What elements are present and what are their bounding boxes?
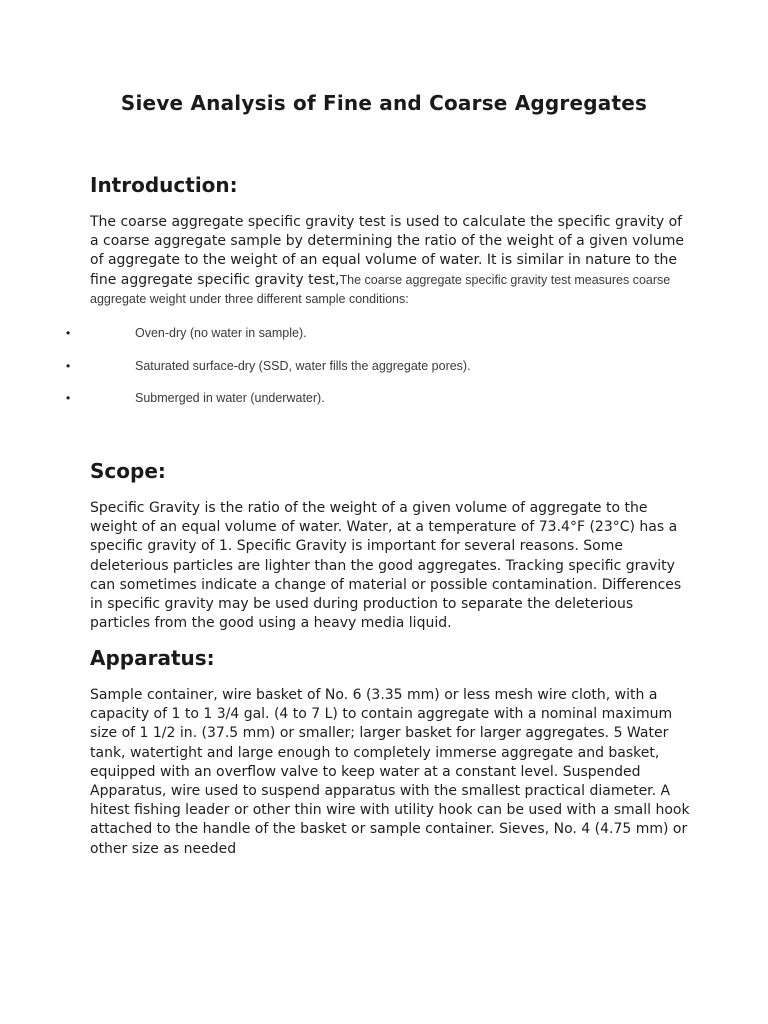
scope-heading: Scope: xyxy=(90,459,166,483)
bullet-text: Oven-dry (no water in sample). xyxy=(135,326,307,340)
bullet-icon: • xyxy=(66,391,71,405)
document-title: Sieve Analysis of Fine and Coarse Aggregates xyxy=(120,91,648,115)
introduction-heading: Introduction: xyxy=(90,173,238,197)
bullet-text: Submerged in water (underwater). xyxy=(135,391,325,405)
bullet-text: Saturated surface-dry (SSD, water fills the aggregate pores). xyxy=(135,358,471,373)
apparatus-paragraph: Sample container, wire basket of No. 6 (3.35 mm) or less mesh wire cloth, with a capacity of 1 to 1 3/4 gal. (4 to 7 L) to contain aggregate with a nominal maximum size of 1 1/2 in. (37.5 mm) or smaller; larger basket for larger aggregates. 5 Water tank, watertight and large enough to completely immerse aggregate and basket, equipped with an overflow valve to keep water at a constant level. Suspended Apparatus, wire used to suspend apparatus with the smallest practical diameter. A hitest fishing leader or other thin wire with utility hook can be used with a small hook attached to the handle of the basket or sample container. Sieves, No. 4 (4.75 mm) or other size as needed xyxy=(90,687,690,857)
introduction-paragraph-small: The coarse aggregate specific gravity test measures coarse aggregate weight under three different sample conditions: xyxy=(90,272,671,306)
scope-paragraph: Specific Gravity is the ratio of the weight of a given volume of aggregate to the weight of an equal volume of water. Water, at a temperature of 73.4°F (23°C) has a specific gravity of 1. Specific Gravity is important for several reasons. Some deleterious particles are lighter than the good aggregates. Tracking specific gravity can sometimes indicate a change of material or possible contamination. Differences in specific gravity may be used during production to separate the deleterious particles from the good using a heavy media liquid. xyxy=(90,500,682,632)
bullet-icon: • xyxy=(66,358,71,373)
introduction-paragraph xyxy=(90,213,690,309)
apparatus-heading: Apparatus: xyxy=(90,646,215,670)
introduction-paragraph-main: The coarse aggregate specific gravity test is used to calculate the specific gravity of a coarse aggregate sample by determining the ratio of the weight of a given volume of aggregate to the weight of an equal volume of water. It is similar in nature to the fine aggregate specific gravity test, xyxy=(90,214,685,288)
bullet-icon: • xyxy=(66,326,71,340)
